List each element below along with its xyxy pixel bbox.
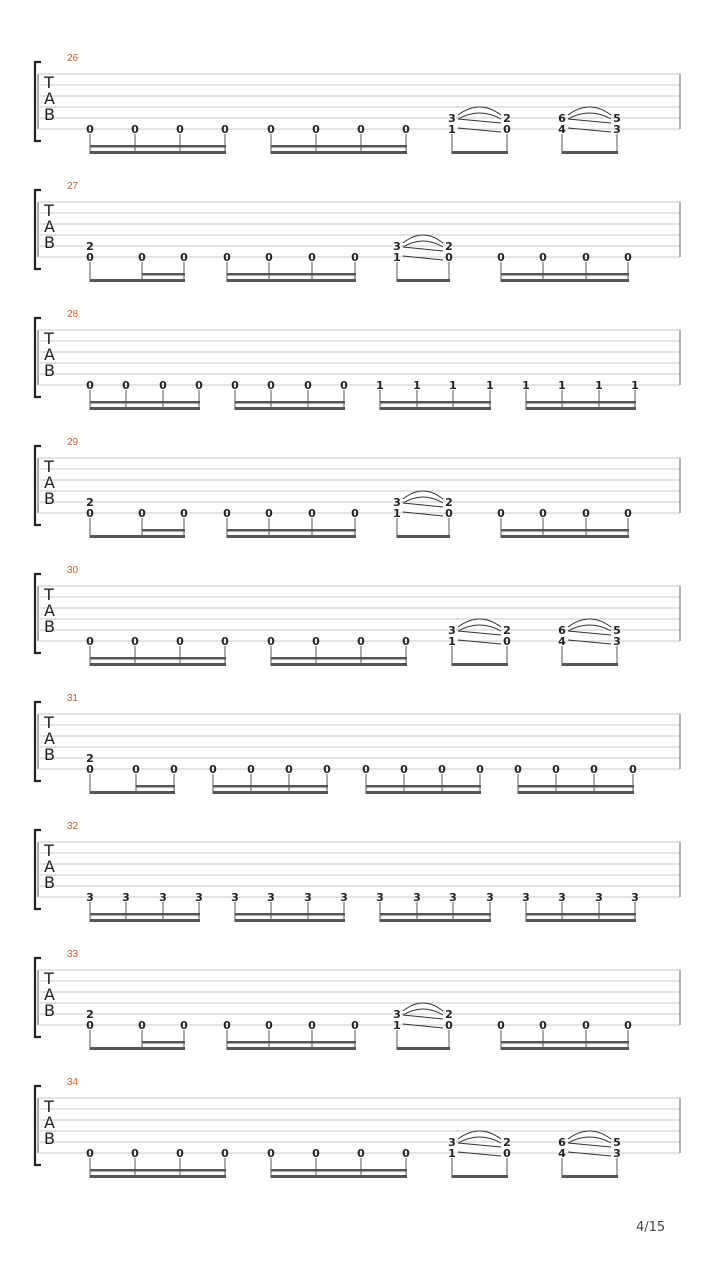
tab-clef-letter: A [44,217,55,236]
note-beam [227,279,356,282]
note-beam-secondary [271,1169,407,1172]
fret-number: 0 [265,251,273,264]
note-beam-secondary [380,401,491,404]
fret-number: 3 [159,891,167,904]
tab-system [35,437,680,538]
fret-number: 6 [558,624,566,637]
fret-number: 0 [176,123,184,136]
fret-number: 3 [595,891,603,904]
fret-number: 0 [221,1147,229,1160]
note-beam-secondary [271,657,407,660]
note-beam [518,791,634,794]
fret-number: 0 [176,1147,184,1160]
fret-number: 0 [539,1019,547,1032]
fret-number: 0 [402,123,410,136]
note-beam-secondary [227,1041,356,1044]
fret-number: 4 [558,635,566,648]
measure-number: 26 [67,53,79,64]
tab-clef-letter: A [44,345,55,364]
note-beam-secondary [90,657,226,660]
fret-number: 0 [221,635,229,648]
fret-number: 6 [558,1136,566,1149]
note-beam [380,407,491,410]
note-beam-secondary [142,529,185,532]
note-beam-secondary [136,785,175,788]
fret-number: 0 [362,763,370,776]
tab-clef-letter: T [44,201,54,220]
note-beam [90,151,226,154]
tab-system [35,565,680,666]
tab-system [35,949,680,1050]
measure-number: 29 [67,437,79,448]
tab-system [35,181,680,282]
fret-number: 3 [376,891,384,904]
fret-number: 3 [631,891,639,904]
tab-clef-letter: A [44,473,55,492]
fret-number: 3 [195,891,203,904]
tab-clef-letter: B [44,1001,55,1020]
tab-clef-letter: A [44,89,55,108]
fret-number: 3 [448,1136,456,1149]
fret-number: 0 [180,1019,188,1032]
fret-number: 0 [539,251,547,264]
fret-number: 0 [159,379,167,392]
fret-number: 3 [304,891,312,904]
note-beam-secondary [501,1041,629,1044]
fret-number: 1 [413,379,421,392]
note-beam [90,279,185,282]
fret-number: 0 [445,1019,453,1032]
slur-arc [403,1003,443,1011]
note-beam [562,151,618,154]
tab-clef-letter: T [44,585,54,604]
tab-clef-letter: A [44,985,55,1004]
measure-number: 33 [67,949,79,960]
tab-clef-letter: B [44,1129,55,1148]
fret-number: 0 [176,635,184,648]
fret-number: 6 [558,112,566,125]
fret-number: 0 [138,1019,146,1032]
measure-number: 30 [67,565,79,576]
fret-number: 0 [131,1147,139,1160]
note-beam [90,919,200,922]
fret-number: 0 [351,1019,359,1032]
fret-number: 0 [445,507,453,520]
tab-clef-letter: T [44,329,54,348]
fret-number: 0 [539,507,547,520]
tab-clef-letter: T [44,713,54,732]
note-beam [235,919,345,922]
fret-number: 3 [393,240,401,253]
note-beam-secondary [526,913,636,916]
note-beam [235,407,345,410]
note-beam [526,919,636,922]
fret-number: 0 [231,379,239,392]
fret-number: 0 [503,635,511,648]
note-beam [501,535,629,538]
fret-number: 3 [393,1008,401,1021]
fret-number: 3 [448,112,456,125]
fret-number: 0 [223,507,231,520]
fret-number: 3 [122,891,130,904]
slide-line [568,119,611,123]
fret-number: 0 [312,635,320,648]
note-beam-secondary [501,273,629,276]
note-beam-secondary [380,913,491,916]
fret-number: 1 [631,379,639,392]
fret-number: 0 [497,251,505,264]
tab-clef-letter: B [44,489,55,508]
fret-number: 0 [138,251,146,264]
note-beam [397,279,450,282]
slur-arc [568,107,611,115]
tab-system [35,309,680,410]
fret-number: 4 [558,123,566,136]
fret-number: 0 [514,763,522,776]
fret-number: 2 [445,496,453,509]
fret-number: 0 [267,379,275,392]
note-beam-secondary [501,529,629,532]
fret-number: 3 [267,891,275,904]
fret-number: 0 [582,507,590,520]
note-beam [227,1047,356,1050]
note-beam-secondary [235,401,345,404]
fret-number: 0 [221,123,229,136]
fret-number: 0 [285,763,293,776]
tab-system [35,1077,680,1178]
fret-number: 0 [445,251,453,264]
slur-arc [568,619,611,627]
fret-number: 2 [86,752,94,765]
fret-number: 0 [131,123,139,136]
fret-number: 3 [558,891,566,904]
fret-number: 0 [552,763,560,776]
slur-arc [458,1131,501,1139]
tab-clef-letter: B [44,873,55,892]
fret-number: 0 [629,763,637,776]
note-beam [380,919,491,922]
fret-number: 2 [503,624,511,637]
fret-number: 3 [340,891,348,904]
fret-number: 3 [449,891,457,904]
fret-number: 3 [231,891,239,904]
fret-number: 5 [613,112,621,125]
tab-clef-letter: B [44,361,55,380]
measure-number: 34 [67,1077,79,1088]
fret-number: 3 [393,496,401,509]
fret-number: 0 [308,251,316,264]
fret-number: 0 [131,635,139,648]
fret-number: 3 [613,123,621,136]
tab-system [35,53,680,154]
note-beam [90,1175,226,1178]
fret-number: 0 [265,1019,273,1032]
note-beam [271,151,407,154]
fret-number: 0 [267,1147,275,1160]
tab-clef-letter: T [44,841,54,860]
measure-number: 32 [67,821,79,832]
fret-number: 0 [304,379,312,392]
fret-number: 1 [595,379,603,392]
fret-number: 2 [503,112,511,125]
slide-line [458,119,501,123]
slur-arc [458,619,501,627]
tab-clef-letter: A [44,857,55,876]
note-beam [452,1175,508,1178]
fret-number: 0 [476,763,484,776]
fret-number: 0 [170,763,178,776]
tab-clef-letter: B [44,105,55,124]
tab-clef-letter: T [44,1097,54,1116]
slur-arc [403,235,443,243]
fret-number: 0 [86,251,94,264]
fret-number: 0 [223,251,231,264]
fret-number: 0 [351,507,359,520]
note-beam-secondary [227,273,356,276]
note-beam [452,663,508,666]
fret-number: 0 [400,763,408,776]
fret-number: 2 [445,240,453,253]
fret-number: 1 [486,379,494,392]
slur-arc [568,1131,611,1139]
fret-number: 0 [132,763,140,776]
slide-line [458,631,501,635]
fret-number: 0 [308,507,316,520]
fret-number: 0 [86,507,94,520]
fret-number: 0 [180,251,188,264]
slur-arc [403,491,443,499]
fret-number: 0 [497,1019,505,1032]
fret-number: 0 [503,123,511,136]
fret-number: 2 [86,1008,94,1021]
note-beam-secondary [90,1169,226,1172]
slur-arc [458,107,501,115]
fret-number: 2 [86,240,94,253]
fret-number: 3 [613,635,621,648]
fret-number: 2 [445,1008,453,1021]
note-beam-secondary [213,785,328,788]
slide-line [403,247,443,251]
fret-number: 0 [267,123,275,136]
note-beam [397,1047,450,1050]
fret-number: 0 [86,635,94,648]
measure-number: 28 [67,309,79,320]
tab-system [35,821,680,922]
fret-number: 0 [582,251,590,264]
note-beam [90,663,226,666]
fret-number: 3 [486,891,494,904]
tab-clef-letter: T [44,969,54,988]
fret-number: 3 [522,891,530,904]
note-beam-secondary [235,913,345,916]
note-beam-secondary [142,273,185,276]
fret-number: 4 [558,1147,566,1160]
note-beam [526,407,636,410]
tab-clef-letter: A [44,1113,55,1132]
fret-number: 0 [402,635,410,648]
fret-number: 0 [497,507,505,520]
tab-clef-letter: A [44,729,55,748]
fret-number: 0 [195,379,203,392]
note-beam [90,791,175,794]
fret-number: 3 [86,891,94,904]
note-beam-secondary [90,913,200,916]
tab-clef-letter: T [44,73,54,92]
note-beam-secondary [271,145,407,148]
note-beam-secondary [366,785,481,788]
fret-number: 0 [312,1147,320,1160]
fret-number: 3 [448,624,456,637]
fret-number: 2 [503,1136,511,1149]
fret-number: 1 [393,251,401,264]
fret-number: 1 [393,507,401,520]
note-beam [227,535,356,538]
fret-number: 0 [86,1019,94,1032]
fret-number: 0 [624,1019,632,1032]
note-beam-secondary [90,145,226,148]
fret-number: 1 [522,379,530,392]
slide-line [568,631,611,635]
fret-number: 0 [340,379,348,392]
fret-number: 1 [448,635,456,648]
note-beam [501,279,629,282]
note-beam [397,535,450,538]
fret-number: 0 [308,1019,316,1032]
note-beam [90,407,200,410]
fret-number: 0 [86,379,94,392]
note-beam [90,535,185,538]
fret-number: 0 [582,1019,590,1032]
note-beam [562,1175,618,1178]
fret-number: 1 [558,379,566,392]
fret-number: 0 [357,123,365,136]
fret-number: 0 [86,123,94,136]
fret-number: 0 [265,507,273,520]
note-beam [213,791,328,794]
note-beam-secondary [90,401,200,404]
slide-line [403,503,443,507]
fret-number: 0 [357,635,365,648]
tab-clef-letter: B [44,617,55,636]
page-number: 4/15 [636,1220,666,1235]
fret-number: 1 [376,379,384,392]
slide-line [403,1015,443,1019]
fret-number: 0 [503,1147,511,1160]
fret-number: 0 [223,1019,231,1032]
note-beam [366,791,481,794]
slide-line [568,1143,611,1147]
measure-number: 31 [67,693,79,704]
fret-number: 0 [86,763,94,776]
fret-number: 0 [267,635,275,648]
fret-number: 2 [86,496,94,509]
fret-number: 0 [590,763,598,776]
fret-number: 5 [613,1136,621,1149]
fret-number: 5 [613,624,621,637]
note-beam-secondary [227,529,356,532]
note-beam [90,1047,185,1050]
fret-number: 0 [180,507,188,520]
fret-number: 1 [449,379,457,392]
fret-number: 0 [357,1147,365,1160]
note-beam-secondary [142,1041,185,1044]
tab-clef-letter: B [44,233,55,252]
note-beam-secondary [526,401,636,404]
measure-number: 27 [67,181,79,192]
fret-number: 0 [138,507,146,520]
fret-number: 1 [448,1147,456,1160]
fret-number: 0 [438,763,446,776]
fret-number: 3 [613,1147,621,1160]
tab-system [35,693,680,794]
fret-number: 0 [312,123,320,136]
note-beam [271,663,407,666]
tab-clef-letter: T [44,457,54,476]
note-beam [452,151,508,154]
tab-clef-letter: B [44,745,55,764]
note-beam [271,1175,407,1178]
slide-line [458,1143,501,1147]
note-beam [501,1047,629,1050]
note-beam [562,663,618,666]
fret-number: 0 [86,1147,94,1160]
fret-number: 0 [351,251,359,264]
fret-number: 1 [393,1019,401,1032]
fret-number: 0 [624,507,632,520]
fret-number: 3 [413,891,421,904]
fret-number: 0 [323,763,331,776]
tab-clef-letter: A [44,601,55,620]
fret-number: 0 [624,251,632,264]
fret-number: 0 [209,763,217,776]
note-beam-secondary [518,785,634,788]
fret-number: 0 [247,763,255,776]
fret-number: 0 [122,379,130,392]
fret-number: 0 [402,1147,410,1160]
fret-number: 1 [448,123,456,136]
